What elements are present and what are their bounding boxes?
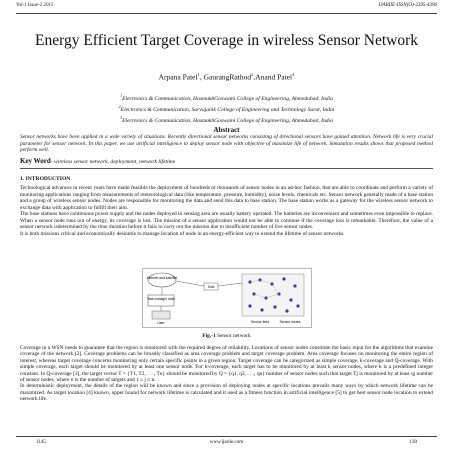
- sensor-node: [273, 305, 276, 308]
- sensor-node: [285, 309, 288, 312]
- affiliation-text: Electronics & Communication, HasmukhGoswami College of Engineering, Ahmedabad, India: [122, 117, 333, 124]
- intro-body-continued: [20, 345, 433, 403]
- paragraph: In deterministic deployment, the details of the region will be known and since a provision of deploying nodes at specific locations prevails many ways by which network lifetime can be maximized. As target location [4] known, upper bound for network lifetime is calculated and it used as a fitness function in artificial intelligence [5] to get best sensor node location to extend network life.: [20, 383, 433, 403]
- affiliation: [40, 92, 413, 103]
- author-sup: 3: [292, 72, 295, 77]
- affiliation: [40, 114, 413, 125]
- sensor-node: [296, 304, 299, 307]
- intro-body: [20, 185, 433, 237]
- user-computer-icon: [152, 311, 170, 319]
- sensor-node: [248, 304, 251, 307]
- keywords-divider: [20, 168, 433, 169]
- footer-divider: [16, 436, 437, 437]
- paper-title: Energy Efficient Target Coverage in wireless Sensor Network: [34, 32, 418, 49]
- footer-page-number: 130: [409, 440, 417, 445]
- caption-text: Sensor network: [215, 333, 251, 339]
- header-divider: [16, 13, 437, 14]
- affiliation: [40, 103, 413, 114]
- paragraph: The base stations have continuous power supply and the nodes deployed in sensing area are usually battery operated. The batteries are inconvenient and sometimes even impossible to replace. When a sensor node runs out of energy, its coverage is lost. The mission of a sensor application would not be able to continue if the coverage loss is remarkable. Therefore, the value of a sensor network isdetermined by the time duration before it fails to carry out the mission due to insufficient number of live sensor nodes.: [20, 211, 433, 230]
- sensor-node: [289, 298, 292, 301]
- figure-caption: [20, 333, 433, 339]
- sensor-field-area: [242, 274, 304, 316]
- page-footer: [16, 440, 437, 450]
- sink-label: Sink: [207, 285, 215, 289]
- journal-issn: IJARIIE-ISSN(O)-2395-4396: [378, 3, 437, 8]
- keywords: [20, 157, 433, 165]
- paragraph: Technological advances in recent years have made feasible the deployment of hundreds or thousands of sensor nodes in an ad-hoc fashion, that are able to coordinate and perform a variety of monitoring applications ranging from measurements of meteorological data (like temperature, pressure, humidity), noise levels, chemicals etc. Sensor network generally made of a base station and a group of wireless sensor nodes. Nodes are responsible for monitoring the data and send this data to base station. The base station works as a gateway for the wireless sensor network to exchange data with application to fulfill their aim.: [20, 185, 433, 211]
- footer-paper-id: 1145: [36, 440, 46, 445]
- sensor-nodes-label: Sensor nodes: [279, 320, 301, 324]
- keywords-label: Key Word: [20, 157, 51, 165]
- author-line: Arpana Patel$^1$, GaurangRathod$^2$,Anand Patel$^3$: [158, 72, 295, 82]
- user-label: User: [157, 321, 165, 325]
- journal-volume: Vol-1 Issue-2 2015: [16, 3, 54, 8]
- footer-website: www.ijariie.com: [209, 440, 244, 445]
- keywords-text: - wireless sensor network, deployment, network lifetime: [50, 159, 176, 165]
- affiliation-sup: 1: [120, 93, 123, 98]
- sensor-node: [293, 284, 296, 287]
- paragraph: It is both missions critical and economically desirable to manage location of node in an energy-efficient way to extend the lifetime of sensor networks.: [20, 230, 345, 237]
- sensor-node: [260, 308, 263, 311]
- affiliation-text: Electronics & Communication, HasmukhGoswami College of Engineering, Ahmedabad, India: [122, 95, 333, 102]
- running-header: [16, 3, 437, 13]
- abstract-heading: Abstract: [213, 126, 240, 134]
- affiliation-text: Electronics & Communication, Sarvajanik College of Engineering and Technology Surat, India: [120, 106, 335, 113]
- paragraph: Coverage in a WSN needs to guarantee that the region is monitored with the required degree of reliability. Locations of sensor nodes constitute the basic input for the algorithms that examine coverage of the network [2]. Coverage problems can be broadly classified as area coverage problem and target coverage problem. Area coverage focuses on monitoring the entire region of interest, whereas target coverage concerns monitoring only certain specific points in a given region. Target coverage can be categorized as simple coverage, k-coverage and Q-coverage. With simple coverage, each target should be monitored by at least one sensor node. For k-coverage, each target has to be monitored by at least k sensor nodes, where k is a predefined integer constant. In Q-coverage [3], the target vector T = {T1, T2, . . ., Tn} should be monitored by Q = {q1, q2, . . ., qn} number of sensor nodes such that target Tj is monitored by at least qj number of sensor nodes, where n is the number of targets and 1 ≤ j ≤ n.: [20, 345, 433, 384]
- task-manager-label: Task manager node: [147, 297, 175, 301]
- affiliations: [40, 92, 413, 125]
- section-heading: 1. INTRODUCTION: [20, 176, 71, 182]
- affiliation-sup: 3: [120, 114, 123, 120]
- author-sup: 1: [197, 72, 200, 77]
- author-sup: 2: [251, 72, 254, 77]
- author-name: Anand Patel: [255, 72, 293, 82]
- affiliation-sup: 2: [118, 103, 121, 109]
- abstract-text: Sensor networks have been applied in a wide variety of situations. Recently directional sensor networks consisting of directional sensors have gained attention. Network life is very crucial parameter for sensor network. In this paper, we use artificial intelligence to deploy sensor node with objective of maximize life of network. Simulation results shows that proposed method perform well.: [20, 134, 433, 154]
- sensor-network-figure: [142, 268, 312, 328]
- internet-label: Internet and satellite: [146, 276, 178, 280]
- sensor-field-label: Sensor field: [251, 320, 269, 324]
- sensor-node: [282, 277, 285, 280]
- caption-label: Fig.-1: [202, 333, 216, 339]
- author-name: GaurangRathod: [203, 72, 252, 82]
- author-name: Arpana Patel: [158, 72, 198, 82]
